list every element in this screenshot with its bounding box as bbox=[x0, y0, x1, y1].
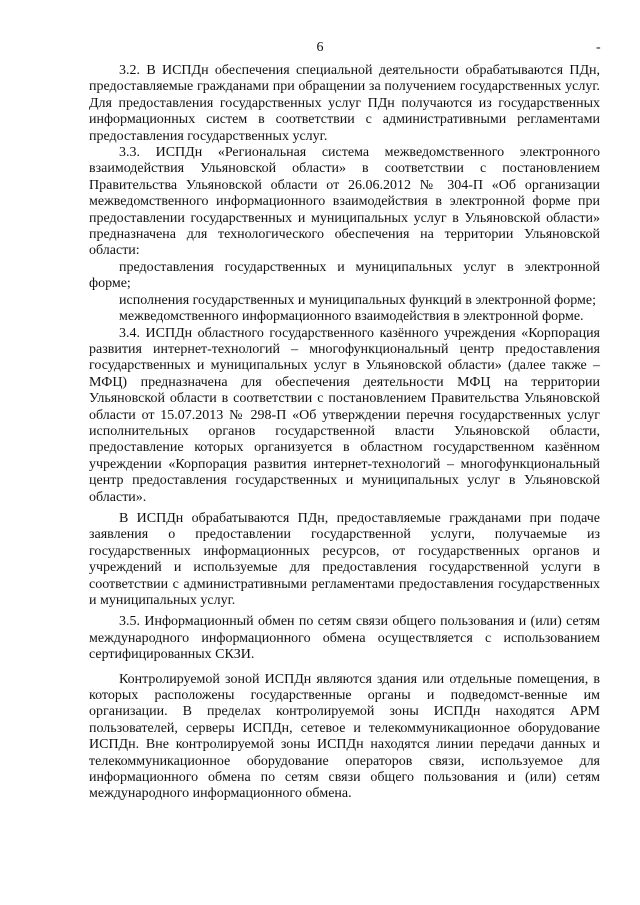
page-number: 6 bbox=[316, 40, 324, 55]
list-item-interaction: межведомственного информационного взаимодействия в электронной форме. bbox=[119, 309, 584, 325]
list-item-services: предоставления государственных и муниципальных услуг в электронной форме; bbox=[89, 259, 600, 292]
paragraph-3-5: 3.5. Информационный обмен по сетям связи общего пользования и (или) сетям международного информационного обмена осуществляется с использованием сертифицированных СКЗИ. bbox=[89, 614, 600, 663]
paragraph-controlled-zone: Контролируемой зоной ИСПДн являются здания или отдельные помещения, в которых расположены государственные органы и подведомст-венные им организации. В пределах контролируемой зоны ИСПДн находятся АРМ пользователей, серверы ИСПДн, сетевое и телекоммуникационное оборудование ИСПДн. Вне контролируемой зоны ИСПДн находятся линии передачи данных и телекоммуникационное оборудование операторов связи, используемое для информационного обмена по сетям связи общего пользования и (или) сетям международного информационного обмена. bbox=[89, 671, 600, 802]
paragraph-processing: В ИСПДн обрабатываются ПДн, предоставляемые гражданами при подаче заявления о предоставлении государственной услуги, получаемые из государственных информационных ресурсов, от государственных органов и учреждений и используемые для предоставления государственной услуги в соответствии с административными регламентами предоставления государственных и муниципальных услуг. bbox=[89, 510, 600, 608]
paragraph-3-3: 3.3. ИСПДн «Региональная система межведомственного электронного взаимодействия Ульяновской области» в соответствии с постановлением Правительства Ульяновской области от 26.06.2012 № 304-П «Об организации межведомственного информационного взаимодействия в электронной форме при предоставлении государственных и муниципальных услуг в Ульяновской области» предназначена для технологического обеспечения на территории Ульяновской области: bbox=[89, 145, 600, 259]
paragraph-3-2: 3.2. В ИСПДн обеспечения специальной деятельности обрабатываются ПДн, предоставляемые гражданами при обращении за получением государственных услуг. Для предоставления государственных услуг ПДн получаются из государственных информационных систем в соответствии с административными регламентами предоставления государственных услуг. bbox=[89, 63, 600, 144]
paragraph-3-4: 3.4. ИСПДн областного государственного казённого учреждения «Корпорация развития интернет-технологий – многофункциональный центр предоставления государственных и муниципальных услуг в Ульяновской области» (далее также – МФЦ) предназначена для обеспечения деятельности МФЦ на территории Ульяновской области в соответствии с постановлением Правительства Ульяновской области от 15.07.2013 № 298-П «Об утверждении перечня государственных услуг исполнительных органов государственной власти Ульяновской области, предоставление которых организуется в областном государственном казённом учреждении «Корпорация развития интернет-технологий – многофункциональный центр предоставления государственных и муниципальных услуг в Ульяновской области». bbox=[89, 325, 600, 505]
document-body bbox=[89, 63, 600, 803]
margin-mark: - bbox=[596, 40, 601, 55]
list-item-functions: исполнения государственных и муниципальных функций в электронной форме; bbox=[119, 292, 597, 308]
